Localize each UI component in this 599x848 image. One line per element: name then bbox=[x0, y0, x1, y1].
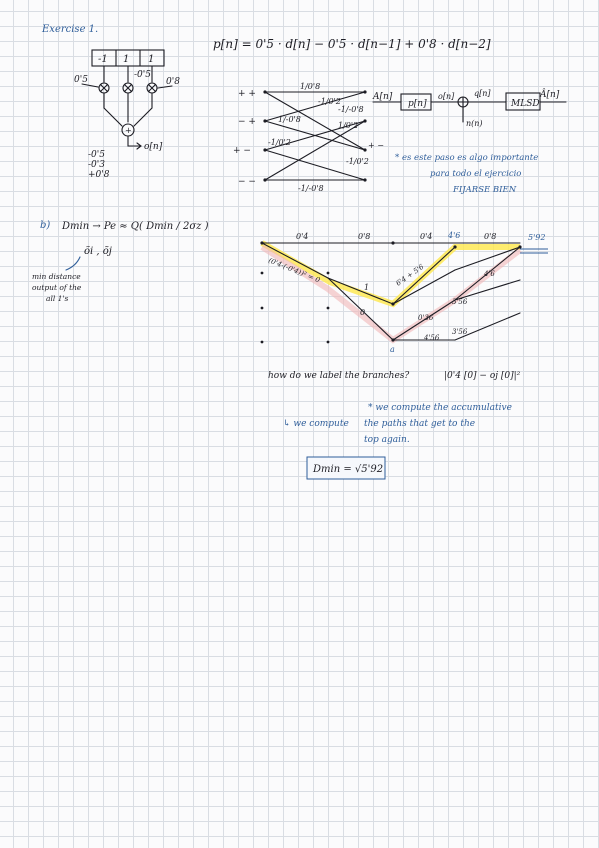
multiplier-icon bbox=[147, 83, 157, 93]
annotation-line: all 1's bbox=[46, 294, 69, 303]
branch-label: 6'4 + 5'6 bbox=[394, 262, 426, 288]
branch-top-label: 0'4 bbox=[420, 232, 433, 241]
state-trellis bbox=[233, 82, 384, 193]
page-title: Exercise 1. bbox=[42, 24, 99, 35]
edge-label: -1/-0'8 bbox=[338, 105, 364, 114]
branch-top-label: 0'8 bbox=[484, 232, 497, 241]
filter-block-label: p[n] bbox=[408, 99, 427, 109]
svg-text:+: + bbox=[125, 126, 132, 135]
branch-top-label: 0'4 bbox=[296, 232, 309, 241]
multiplier-icon bbox=[123, 83, 133, 93]
edge-label: 1/0'2 bbox=[338, 121, 359, 130]
branch-label: 4'56 bbox=[424, 334, 440, 342]
part-b-formula: Dmin → Pe ≈ Q( Dmin / 2σz ) bbox=[62, 221, 209, 232]
note2-prefix: ↳ we compute bbox=[283, 419, 349, 429]
part-b-label: b) bbox=[40, 220, 51, 231]
annotation-line: min distance bbox=[32, 272, 81, 281]
branch-label: 1 bbox=[364, 283, 370, 292]
block-q-label: q[n] bbox=[474, 89, 491, 98]
branch-label: (0'4-(-0'4))² = 0 bbox=[267, 256, 322, 285]
note2-line: * we compute the accumulative bbox=[368, 403, 512, 413]
branch-label: 3'56 bbox=[452, 298, 468, 306]
edge-label: -1/0'2 bbox=[346, 157, 369, 166]
tap-label: -1 bbox=[98, 54, 108, 65]
state-label: + − bbox=[233, 146, 251, 156]
question-expr: |0'4 [0] − oj [0]|² bbox=[444, 371, 521, 381]
edge-label: -1/-0'8 bbox=[298, 184, 324, 193]
weight-label: 0'5 bbox=[74, 75, 88, 85]
note-line: FIJARSE BIEN bbox=[453, 185, 517, 195]
block-output-label: Â[n] bbox=[540, 90, 560, 100]
state-label: + + bbox=[238, 89, 256, 99]
question-text: how do we label the branches? bbox=[268, 371, 410, 381]
part-b-sub: õi , õj bbox=[84, 246, 112, 257]
node-value: 5'92 bbox=[528, 233, 546, 242]
value-line: -0'3 bbox=[88, 160, 105, 170]
noise-label: n(n) bbox=[466, 119, 483, 128]
branch-label: 3'56 bbox=[452, 328, 468, 336]
edge-label: 1/-0'8 bbox=[278, 115, 301, 124]
mlsd-block-label: MLSD bbox=[511, 99, 540, 109]
value-line: -0'5 bbox=[88, 150, 105, 160]
state-label: − + bbox=[238, 117, 256, 127]
edge-label: 1/0'8 bbox=[300, 82, 321, 91]
branch-label: 0'36 bbox=[418, 314, 434, 322]
filter-diagram bbox=[74, 50, 180, 180]
svg-text:+ −: + − bbox=[368, 141, 384, 150]
tap-label: 1 bbox=[148, 54, 155, 65]
weight-label: 0'8 bbox=[166, 77, 180, 87]
note-line: * es este paso es algo importante bbox=[395, 153, 539, 163]
multiplier-icon bbox=[99, 83, 109, 93]
edge-label: -1/0'2 bbox=[318, 97, 341, 106]
bottom-letter: a bbox=[390, 345, 395, 354]
note-line: para todo el ejercicio bbox=[430, 169, 522, 179]
weight-label: -0'5 bbox=[134, 70, 151, 80]
branch-label: 0 bbox=[360, 308, 366, 317]
branch-label: 4'6 bbox=[484, 270, 495, 278]
branch-top-label: 0'8 bbox=[358, 232, 371, 241]
note2-line: top again. bbox=[364, 435, 410, 445]
tap-label: 1 bbox=[123, 54, 130, 65]
output-label: o[n] bbox=[144, 142, 163, 152]
channel-equation: p[n] = 0'5 · d[n] − 0'5 · d[n−1] + 0'8 · d[n−2] bbox=[213, 37, 491, 51]
annotation-line: output of the bbox=[32, 283, 82, 292]
block-diagram bbox=[372, 88, 566, 128]
note2-line: the paths that get to the bbox=[364, 419, 476, 429]
node-value: 4'6 bbox=[448, 231, 461, 240]
block-mid-label: o[n] bbox=[438, 92, 455, 101]
viterbi-trellis bbox=[260, 231, 548, 354]
block-input-label: A[n] bbox=[373, 92, 393, 102]
value-line: +0'8 bbox=[88, 170, 110, 180]
edge-label: -1/0'2 bbox=[268, 138, 291, 147]
state-label: − − bbox=[238, 177, 256, 187]
result-text: Dmin = √5'92 bbox=[313, 464, 384, 475]
